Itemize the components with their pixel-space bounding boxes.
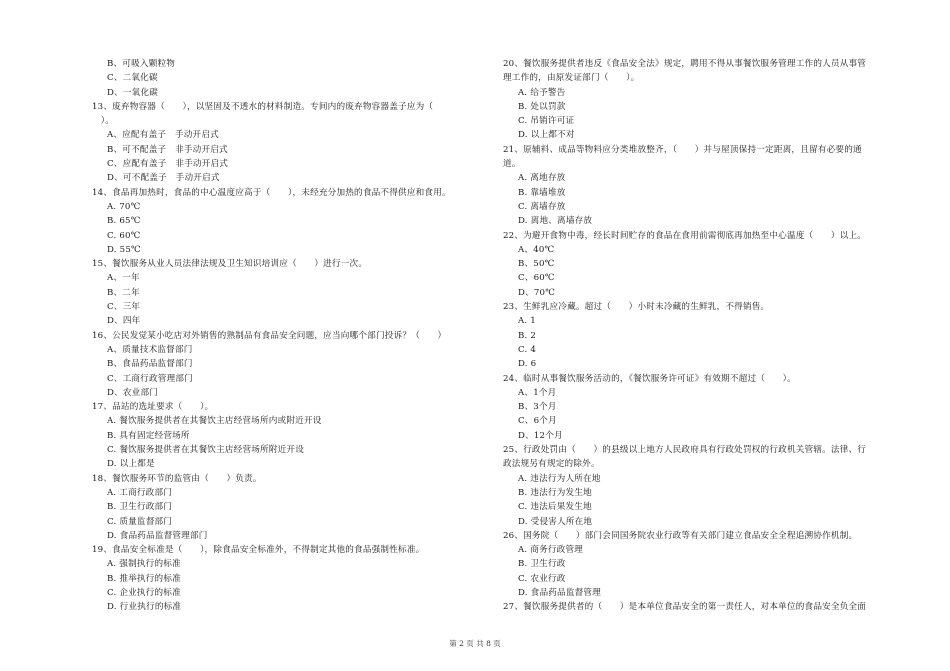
question-text: 18、餐饮服务环节的监管由（ ）负责。 — [92, 473, 262, 484]
answer-option: D. 受侵害人所在地 — [518, 516, 593, 527]
page-footer: 第 2 页 共 8 页 — [449, 639, 501, 648]
answer-option: C. 违法后果发生地 — [518, 502, 592, 513]
answer-option: D、可不配盖子 手动开启式 — [107, 173, 220, 184]
answer-option: C. 质量监督部门 — [107, 516, 173, 527]
answer-option: D、四年 — [107, 316, 141, 327]
answer-option: D. 食品药品监督管理部门 — [107, 530, 208, 541]
answer-option: B. 推举执行的标准 — [107, 573, 181, 584]
answer-option: B. 2 — [518, 330, 537, 341]
question-text: 22、为避开食物中毒，经长时间贮存的食品在食用前需彻底再加热至中心温度（ ）以上。 — [503, 230, 867, 241]
question-text: 15、餐饮服务从业人员法律法规及卫生知识培训应（ ）进行一次。 — [92, 259, 368, 270]
answer-option: C. 吊销许可证 — [518, 116, 575, 127]
answer-option: D. 以上都是 — [107, 459, 155, 470]
question-text: 21、原辅料、成品等物料应分类堆放整齐，（ ）并与屋顶保持一定距离，且留有必要的通 — [503, 144, 862, 155]
answer-option: B、可吸入颗粒物 — [107, 59, 176, 69]
question-text: 25、行政处罚由（ ）的县级以上地方人民政府具有行政处罚权的行政机关管辖。法律、行 — [503, 445, 867, 456]
question-text: 19、食品安全标准是（ ），除食品安全标准外，不得制定其他的食品强制性标准。 — [92, 545, 425, 556]
answer-option: C、工商行政管理部门 — [107, 373, 193, 384]
answer-option: B、食品药品监督部门 — [107, 359, 193, 370]
question-text: 27、餐饮服务提供者的（ ）是本单位食品安全的第一责任人，对本单位的食品安全负全面 — [503, 602, 867, 613]
answer-option: B、3个月 — [518, 402, 557, 413]
answer-option: B、二年 — [107, 287, 140, 298]
answer-option: C. 农业行政 — [518, 573, 566, 584]
question-text: 17、品站的选址要求（ ）。 — [92, 402, 214, 413]
answer-option: A、应配有盖子 手动开启式 — [107, 130, 219, 141]
answer-option: C、二氧化碳 — [107, 73, 158, 84]
answer-option: C. 离墙存放 — [518, 201, 566, 212]
question-text: 14、食品再加热时，食品的中心温度应高于（ ），未经充分加热的食品不得供应和食用。 — [92, 187, 451, 198]
answer-option: A. 70℃ — [107, 201, 141, 212]
question-text: 24、临时从事餐饮服务活动的，《餐饮服务许可证》有效期不超过（ ）。 — [503, 373, 796, 384]
answer-option: A、40℃ — [518, 244, 555, 255]
right-column — [503, 57, 913, 615]
question-text: 20、餐饮服务提供者违反《食品安全法》规定，聘用不得从事餐饮服务管理工作的人员从事管 — [503, 59, 867, 69]
answer-option: C. 60℃ — [107, 230, 141, 241]
answer-option: B. 违法行为发生地 — [518, 487, 592, 498]
answer-option: D、70℃ — [518, 287, 556, 298]
answer-option: A. 给予警告 — [518, 87, 566, 98]
question-text: 16、公民发觉某小吃店对外销售的熟制品有食品安全问题，应当向哪个部门投诉？（ ） — [92, 330, 447, 341]
answer-option: A. 商务行政管理 — [518, 545, 584, 556]
answer-option: B、可不配盖子 非手动开启式 — [107, 144, 228, 155]
answer-option: C. 企业执行的标准 — [107, 587, 181, 598]
answer-option: C、三年 — [107, 302, 141, 313]
answer-option: A、质量技术监督部门 — [107, 344, 193, 355]
answer-option: A. 离地存放 — [518, 173, 566, 184]
answer-option: B. 65℃ — [107, 216, 141, 227]
question-text: 23、生鲜乳应冷藏。超过（ ）小时未冷藏的生鲜乳，不得销售。 — [503, 302, 770, 313]
answer-option: D. 食品药品监督管理 — [518, 587, 601, 598]
answer-option: B. 具有固定经营场所 — [107, 430, 190, 441]
question-text: 13、废弃物容器（ ），以坚固及不透水的材料制造。专间内的废弃物容器盖子应为（ — [92, 101, 434, 112]
answer-option: D. 行业执行的标准 — [107, 602, 182, 613]
answer-option: C、应配有盖子 非手动开启式 — [107, 159, 229, 170]
answer-option: A. 工商行政部门 — [107, 487, 173, 498]
answer-option: C、6个月 — [518, 416, 557, 427]
answer-option: A、一年 — [107, 273, 140, 284]
answer-option: D. 6 — [518, 359, 537, 370]
question-text: 26、国务院（ ）部门会同国务院农业行政等有关部门建立食品安全全程追溯协作机制。 — [503, 530, 858, 541]
answer-option: C、60℃ — [518, 273, 555, 284]
answer-option: D、农业部门 — [107, 387, 159, 398]
question-continuation: 政法规另有规定的除外。 — [503, 459, 600, 470]
answer-option: D. 55℃ — [107, 244, 141, 255]
answer-option: B. 卫生行政 — [518, 559, 566, 570]
answer-option: A. 违法行为人所在地 — [518, 473, 601, 484]
answer-option: B. 卫生行政部门 — [107, 502, 173, 513]
answer-option: A、1个月 — [518, 387, 557, 398]
answer-option: B. 处以罚款 — [518, 101, 566, 112]
answer-option: B、50℃ — [518, 259, 555, 270]
left-column — [92, 57, 502, 615]
answer-option: D. 以上都不对 — [518, 130, 575, 141]
answer-option: A. 强制执行的标准 — [107, 559, 181, 570]
answer-option: A. 1 — [518, 316, 536, 327]
question-continuation: 道。 — [503, 159, 521, 170]
question-continuation: 理工作的，由原发证部门（ ）。 — [503, 73, 640, 84]
answer-option: B. 靠墙堆放 — [518, 187, 566, 198]
answer-option: D、一氧化碳 — [107, 87, 159, 98]
answer-option: D、12个月 — [518, 430, 563, 441]
answer-option: C. 4 — [518, 344, 536, 355]
answer-option: D. 离地、离墙存放 — [518, 216, 593, 227]
question-continuation: ）。 — [92, 116, 115, 127]
answer-option: A. 餐饮服务提供者在其餐饮主店经营场所内或附近开设 — [107, 416, 322, 427]
answer-option: C. 餐饮服务提供者在其餐饮主店经营场所附近开设 — [107, 445, 305, 456]
